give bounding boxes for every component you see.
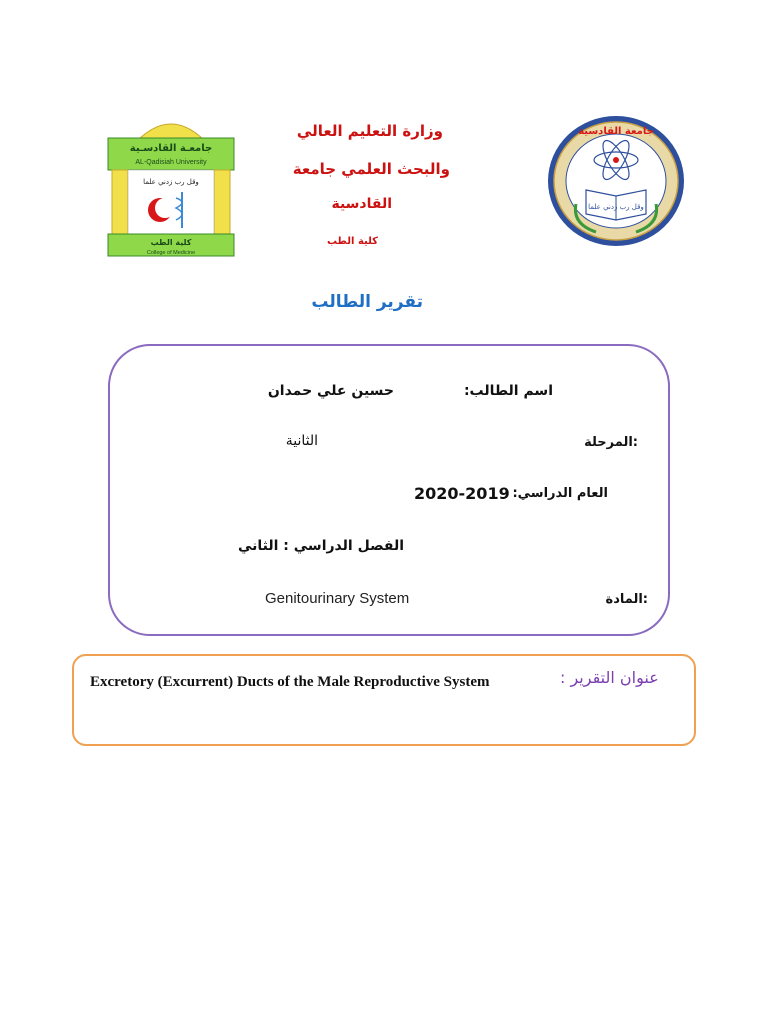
ministry-line-3: القادسية <box>331 196 392 212</box>
college-of-medicine-logo <box>104 110 238 258</box>
student-name-value: حسين علي حمدان <box>267 383 394 399</box>
university-seal-logo <box>546 114 686 248</box>
logo-university-ar: جامعـة القادسـية <box>129 143 213 154</box>
ministry-line-2: والبحث العلمي جامعة <box>292 160 450 178</box>
stage-label: :المرحلة <box>584 435 638 450</box>
logo-university-en: AL-Qadisiah University <box>135 159 207 166</box>
report-heading: تقرير الطالب <box>311 292 423 312</box>
report-title-label: عنوان التقرير : <box>560 668 659 687</box>
semester-label: الفصل الدراسي : الثاني <box>237 538 404 554</box>
ministry-line-1: وزارة التعليم العالي <box>296 122 443 140</box>
report-title-value: Excretory (Excurrent) Ducts of the Male Reproductive System <box>90 674 490 690</box>
seal-motto: وقل رب زدني علما <box>588 203 644 211</box>
student-name-label: اسم الطالب: <box>463 383 553 399</box>
academic-year-value: 2020-2019 <box>414 484 510 503</box>
stage-value: الثانية <box>285 433 318 449</box>
seal-university-ar: جامعة القادسية <box>578 126 654 137</box>
logo-motto: وقل رب زدني علما <box>143 178 199 186</box>
logo-college-ar: كلية الطب <box>150 238 192 247</box>
subject-label: :المادة <box>605 592 648 607</box>
subject-value: Genitourinary System <box>265 590 410 607</box>
academic-year-label: العام الدراسي: <box>512 486 608 501</box>
logo-college-en: College of Medicine <box>146 250 196 256</box>
college-name: كلية الطب <box>326 236 378 247</box>
